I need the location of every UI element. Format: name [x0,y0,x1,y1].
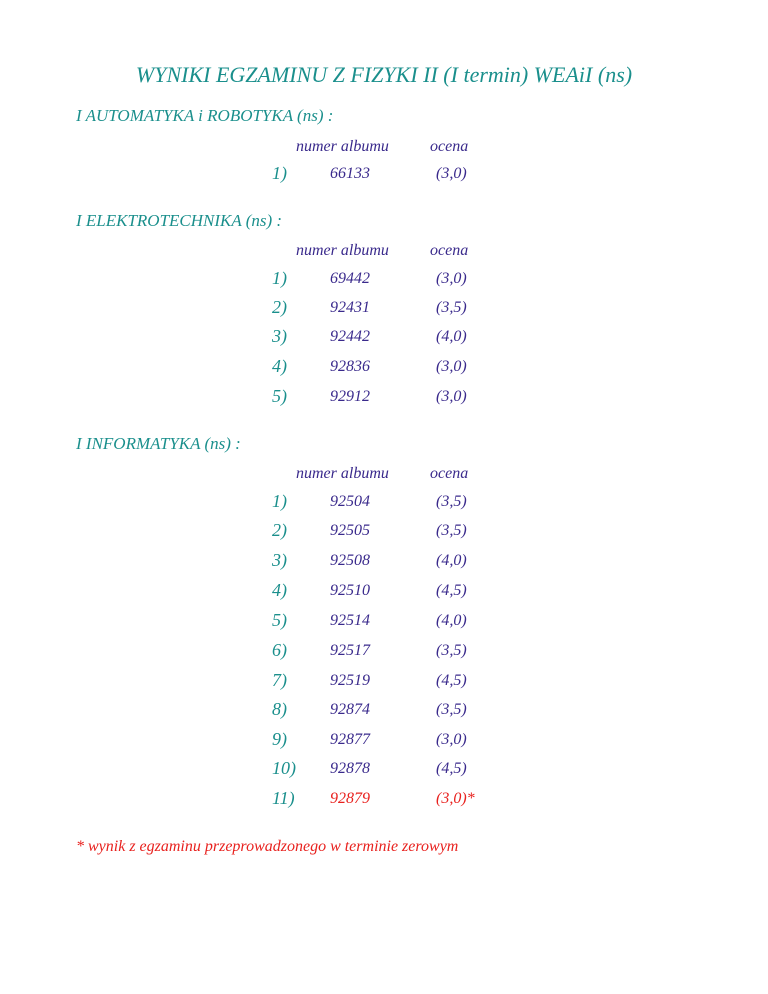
grade: (4,0) [436,552,467,569]
grade: (3,5) [436,522,467,539]
album-number: 92510 [330,582,370,599]
table-row [0,163,768,187]
album-number: 92517 [330,642,370,659]
section-heading-automatyka: I AUTOMATYKA i ROBOTYKA (ns) : [76,106,334,125]
grade: (3,5) [436,493,467,510]
column-header-grade: ocena [430,465,469,482]
grade: (4,0) [436,612,467,629]
row-number: 5) [272,386,287,406]
album-number: 92836 [330,358,370,375]
table-row [0,491,768,515]
table-row [0,356,768,380]
table-row [0,297,768,321]
table-row [0,268,768,292]
table-row [0,758,768,782]
album-number: 66133 [330,165,370,182]
grade: (3,5) [436,701,467,718]
album-number: 92442 [330,328,370,345]
album-number: 92879 [330,790,370,807]
grade: (4,5) [436,672,467,689]
row-number: 4) [272,356,287,376]
column-header-album: numer albumu [296,242,389,259]
column-header-grade: ocena [430,242,469,259]
table-row [0,580,768,604]
grade: (3,0) [436,731,467,748]
column-header-album: numer albumu [296,138,389,155]
album-number: 92878 [330,760,370,777]
table-row [0,699,768,723]
row-number: 2) [272,520,287,540]
album-number: 92504 [330,493,370,510]
row-number: 1) [272,163,287,183]
album-number: 92508 [330,552,370,569]
grade: (3,0) [436,270,467,287]
album-number: 92877 [330,731,370,748]
row-number: 1) [272,268,287,288]
row-number: 3) [272,550,287,570]
column-header-grade: ocena [430,138,469,155]
grade: (3,0) [436,358,467,375]
footnote: * wynik z egzaminu przeprowadzonego w terminie zerowym [76,838,459,855]
table-row [0,610,768,634]
row-number: 10) [272,758,296,778]
row-number: 8) [272,699,287,719]
table-row-highlighted [0,788,768,812]
table-row [0,326,768,350]
page-title: WYNIKI EGZAMINU Z FIZYKI II (I termin) WEAiI (ns) [135,62,633,87]
row-number: 1) [272,491,287,511]
table-row [0,386,768,410]
row-number: 4) [272,580,287,600]
table-row [0,550,768,574]
row-number: 9) [272,729,287,749]
grade: (4,5) [436,582,467,599]
grade: (3,5) [436,642,467,659]
row-number: 2) [272,297,287,317]
section-heading-elektrotechnika: I ELEKTROTECHNIKA (ns) : [76,211,283,230]
album-number: 92912 [330,388,370,405]
section-heading-informatyka: I INFORMATYKA (ns) : [76,434,241,453]
grade: (3,5) [436,299,467,316]
table-row [0,729,768,753]
column-header-album: numer albumu [296,465,389,482]
row-number: 6) [272,640,287,660]
album-number: 92431 [330,299,370,316]
grade: (4,5) [436,760,467,777]
album-number: 92514 [330,612,370,629]
grade: (3,0) [436,388,467,405]
album-number: 92519 [330,672,370,689]
table-row [0,670,768,694]
row-number: 5) [272,610,287,630]
grade: (3,0) [436,165,467,182]
row-number: 11) [272,788,295,808]
row-number: 7) [272,670,287,690]
grade: (3,0)* [436,790,475,807]
album-number: 92505 [330,522,370,539]
album-number: 69442 [330,270,370,287]
table-row [0,640,768,664]
grade: (4,0) [436,328,467,345]
table-row [0,520,768,544]
album-number: 92874 [330,701,370,718]
row-number: 3) [272,326,287,346]
